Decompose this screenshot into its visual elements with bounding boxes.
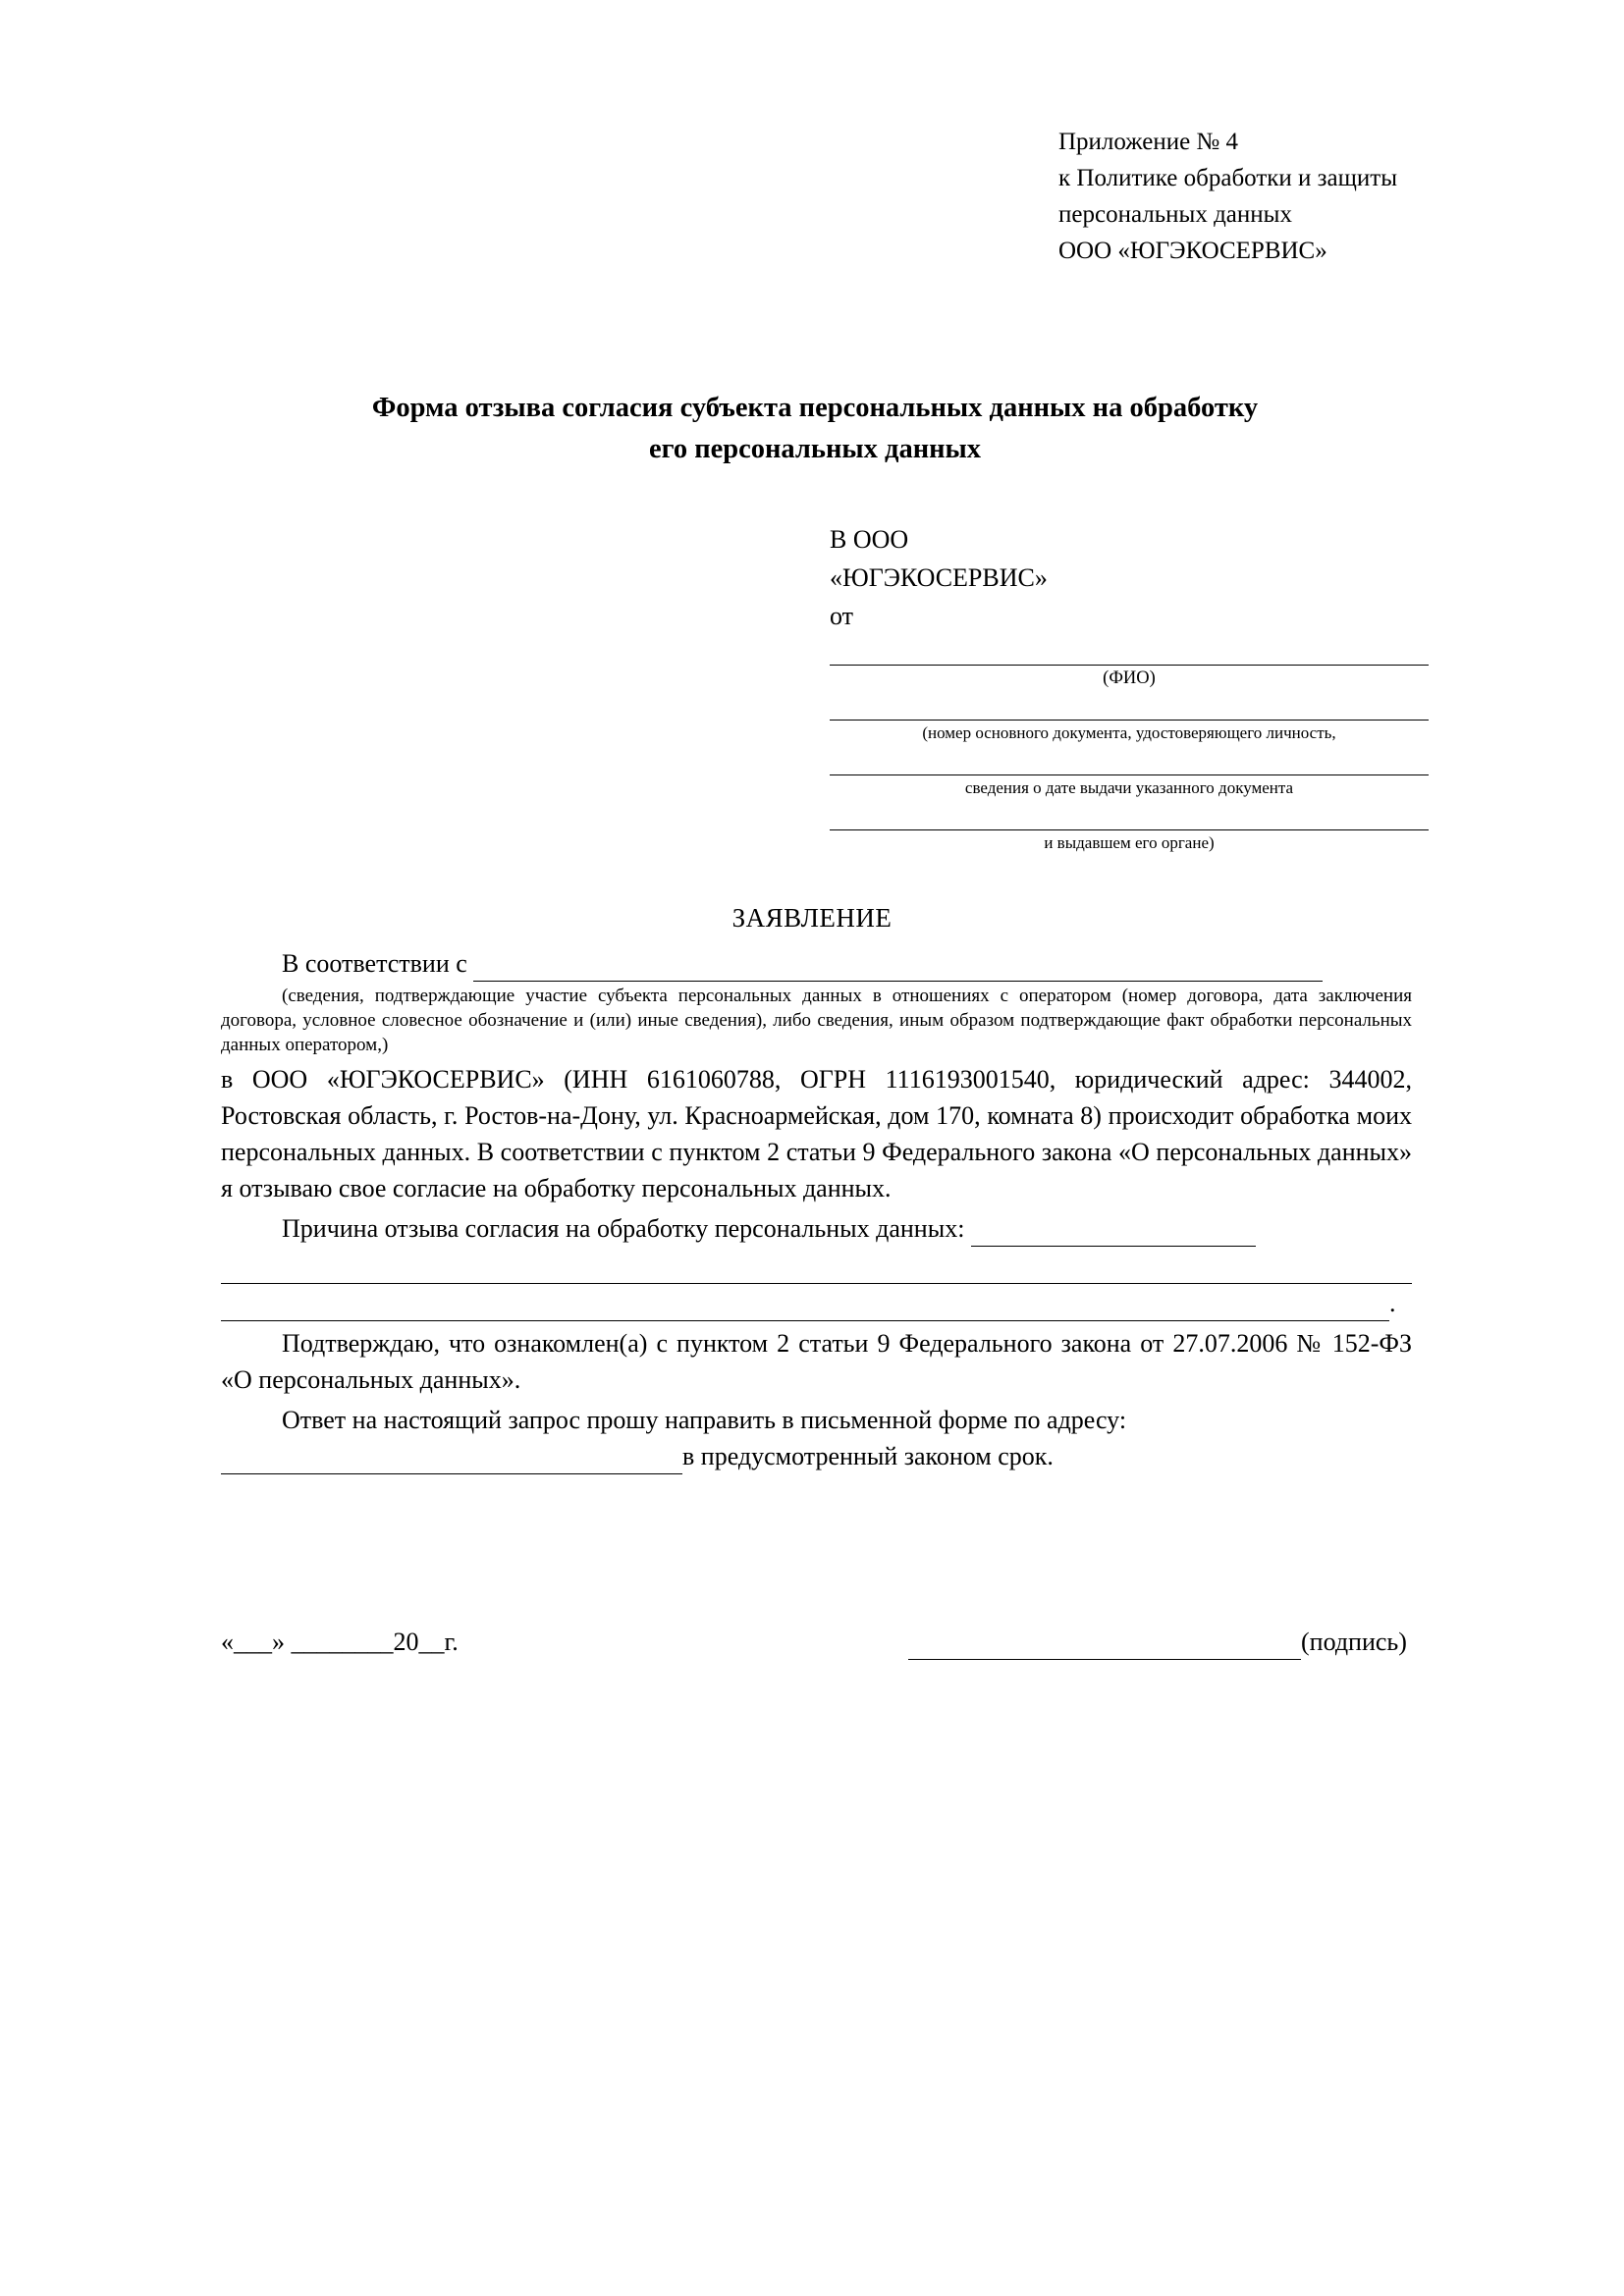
reason-label: Причина отзыва согласия на обработку персональных данных: <box>282 1214 965 1243</box>
addressee-block <box>830 520 1576 855</box>
field-doc-date[interactable] <box>830 749 1576 800</box>
doc-date-blank-line[interactable] <box>830 749 1429 775</box>
answer-request-paragraph: Ответ на настоящий запрос прошу направить в письменной форме по адресу: <box>282 1406 1127 1434</box>
page-title-line-2: его персональных данных <box>648 434 982 464</box>
statement-heading: ЗАЯВЛЕНИЕ <box>731 903 893 933</box>
date-field[interactable]: «___» ________20__г. <box>221 1628 459 1656</box>
statement-main-paragraph: в ООО «ЮГЭКОСЕРВИС» (ИНН 6161060788, ОГРН 1116193001540, юридический адрес: 344002, Ростовская область, г. Ростов-на-Дону, ул. Красноармейская, дом 170, комната 8) происходит обработка моих персональных данных. В соответствии с пунктом 2 статьи 9 Федерального закона «О персональных данных» я отзываю свое согласие на обработку персональных данных. <box>221 1065 1412 1202</box>
statement-note <box>221 984 1412 1057</box>
header-line-1: Приложение № 4 <box>1058 129 1239 155</box>
addressee-from: от <box>830 602 854 630</box>
doc-issuer-caption: и выдавшем его органе) <box>1044 833 1215 852</box>
doc-issuer-blank-line[interactable] <box>830 804 1429 830</box>
statement-body <box>221 945 1412 1474</box>
basis-input-blank[interactable] <box>473 956 1323 982</box>
signature-blank-line[interactable] <box>908 1635 1301 1660</box>
statement-intro-line <box>221 945 1412 982</box>
page-title-line-1: Форма отзыва согласия субъекта персональных данных на обработку <box>371 393 1259 423</box>
answer-address-line <box>221 1438 1412 1474</box>
signature-field[interactable] <box>908 1625 1407 1660</box>
reason-input-blank-3[interactable] <box>221 1296 1389 1321</box>
addressee-to: В ООО <box>830 525 909 554</box>
fio-blank-line[interactable] <box>830 639 1429 666</box>
header-line-2: к Политике обработки и защиты <box>1058 165 1398 191</box>
header-line-3: персональных данных <box>1058 201 1292 228</box>
reason-end-dot: . <box>1389 1289 1396 1317</box>
appendix-header <box>1058 124 1569 269</box>
statement-intro-label: В соответствии с <box>282 949 467 978</box>
reason-input-blank-1[interactable] <box>971 1221 1256 1247</box>
signature-caption: (подпись) <box>1301 1628 1407 1656</box>
reason-input-blank-2[interactable] <box>221 1258 1412 1284</box>
addressee-org: «ЮГЭКОСЕРВИС» <box>830 563 1048 592</box>
doc-number-blank-line[interactable] <box>830 694 1429 721</box>
answer-address-blank[interactable] <box>221 1449 682 1474</box>
header-line-4: ООО «ЮГЭКОСЕРВИС» <box>1058 238 1327 264</box>
reason-blank-row-3[interactable] <box>221 1284 1412 1321</box>
page-title <box>216 388 1414 470</box>
field-doc-number[interactable] <box>830 694 1576 745</box>
reason-blank-row-2[interactable] <box>221 1247 1412 1284</box>
field-fio[interactable] <box>830 639 1576 690</box>
confirmation-paragraph: Подтверждаю, что ознакомлен(а) с пунктом 2 статьи 9 Федерального закона от 27.07.2006 № 152-ФЗ «О персональных данных». <box>221 1329 1412 1394</box>
doc-number-caption: (номер основного документа, удостоверяющего личность, <box>922 723 1336 742</box>
answer-tail-text: в предусмотренный законом срок. <box>682 1442 1054 1470</box>
note-text: (сведения, подтверждающие участие субъекта персональных данных в отношениях с оператором (номер договора, дата заключения договора, условное словесное обозначение и (или) иные сведения), либо сведения, иным образом подтверждающие факт обработки персональных данных оператором,) <box>221 986 1412 1055</box>
field-doc-issuer[interactable] <box>830 804 1576 855</box>
doc-date-caption: сведения о дате выдачи указанного документа <box>964 778 1294 797</box>
fio-caption: (ФИО) <box>1103 668 1156 688</box>
reason-line <box>221 1210 1412 1247</box>
